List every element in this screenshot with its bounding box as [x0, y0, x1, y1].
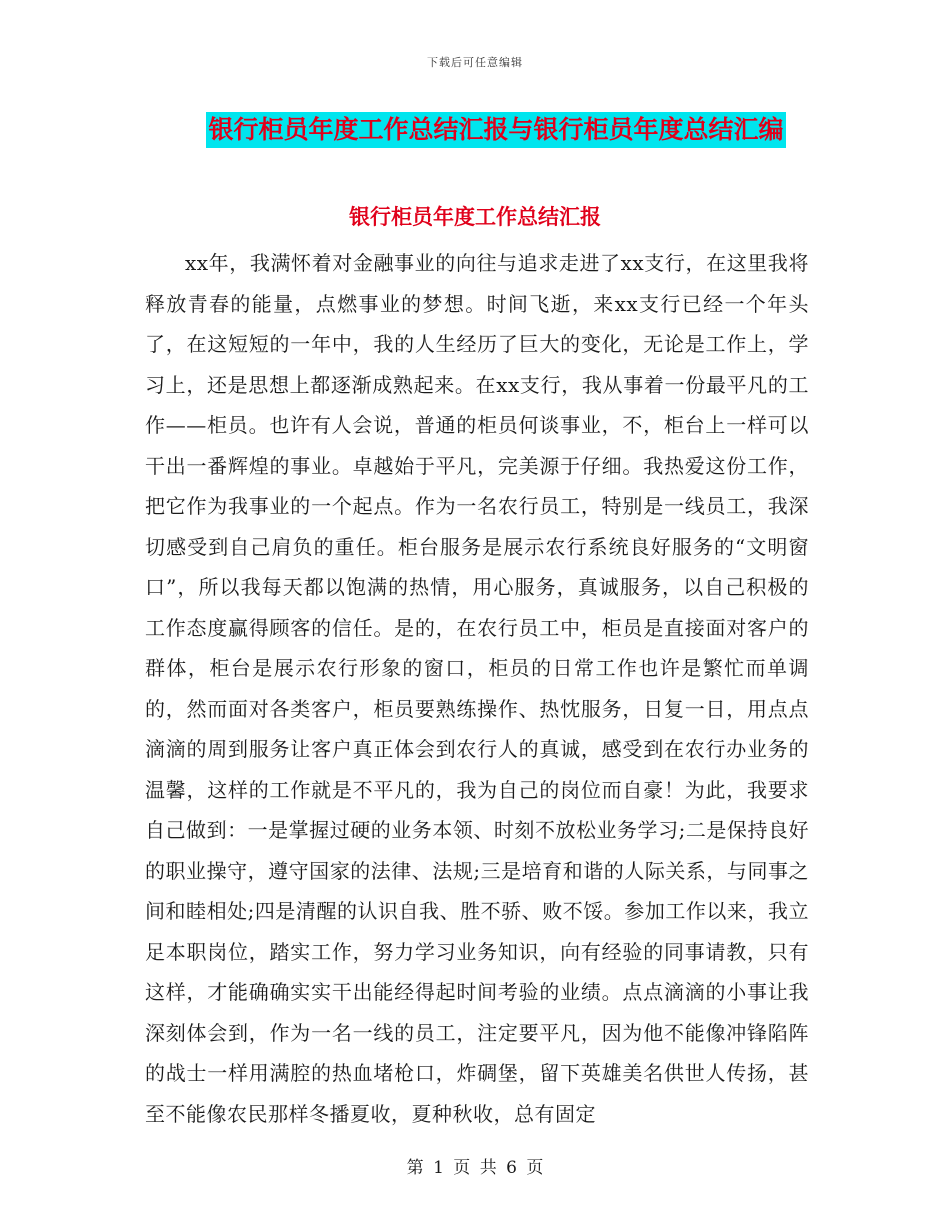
page-header-note: 下载后可任意编辑: [427, 56, 523, 69]
body-paragraph: xx年，我满怀着对金融事业的向往与追求走进了xx支行，在这里我将释放青春的能量，点燃事业的梦想。时间飞逝，来xx支行已经一个年头了，在这短短的一年中，我的人生经历了巨大的变化，无论是工作上，学习上，还是思想上都逐渐成熟起来。在xx支行，我从事着一份最平凡的工作——柜员。也许有人会说，普通的柜员何谈事业，不，柜台上一样可以干出一番辉煌的事业。卓越始于平凡，完美源于仔细。我热爱这份工作，把它作为我事业的一个起点。作为一名农行员工，特别是一线员工，我深切感受到自己肩负的重任。柜台服务是展示农行系统良好服务的“文明窗口”，所以我每天都以饱满的热情，用心服务，真诚服务，以自己积极的工作态度赢得顾客的信任。是的，在农行员工中，柜员是直接面对客户的群体，柜台是展示农行形象的窗口，柜员的日常工作也许是繁忙而单调的，然而面对各类客户，柜员要熟练操作、热忱服务，日复一日，用点点滴滴的周到服务让客户真正体会到农行人的真诚，感受到在农行办业务的温馨，这样的工作就是不平凡的，我为自己的岗位而自豪！为此，我要求自己做到：一是掌握过硬的业务本领、时刻不放松业务学习;二是保持良好的职业操守，遵守国家的法律、法规;三是培育和谐的人际关系，与同事之间和睦相处;四是清醒的认识自我、胜不骄、败不馁。参加工作以来，我立足本职岗位，踏实工作，努力学习业务知识，向有经验的同事请教，只有这样，才能确确实实干出能经得起时间考验的业绩。点点滴滴的小事让我深刻体会到，作为一名一线的员工，注定要平凡，因为他不能像冲锋陷阵的战士一样用满腔的热血堵枪口，炸碉堡，留下英雄美名供世人传扬，甚至不能像农民那样冬播夏收，夏种秋收，总有固定: [145, 251, 809, 1126]
main-title-container: [0, 112, 950, 148]
page-footer: 第 1 页 共 6 页: [406, 1158, 544, 1178]
section-title: 银行柜员年度工作总结汇报: [349, 205, 601, 229]
document-title: 银行柜员年度工作总结汇报与银行柜员年度总结汇编: [206, 112, 785, 148]
